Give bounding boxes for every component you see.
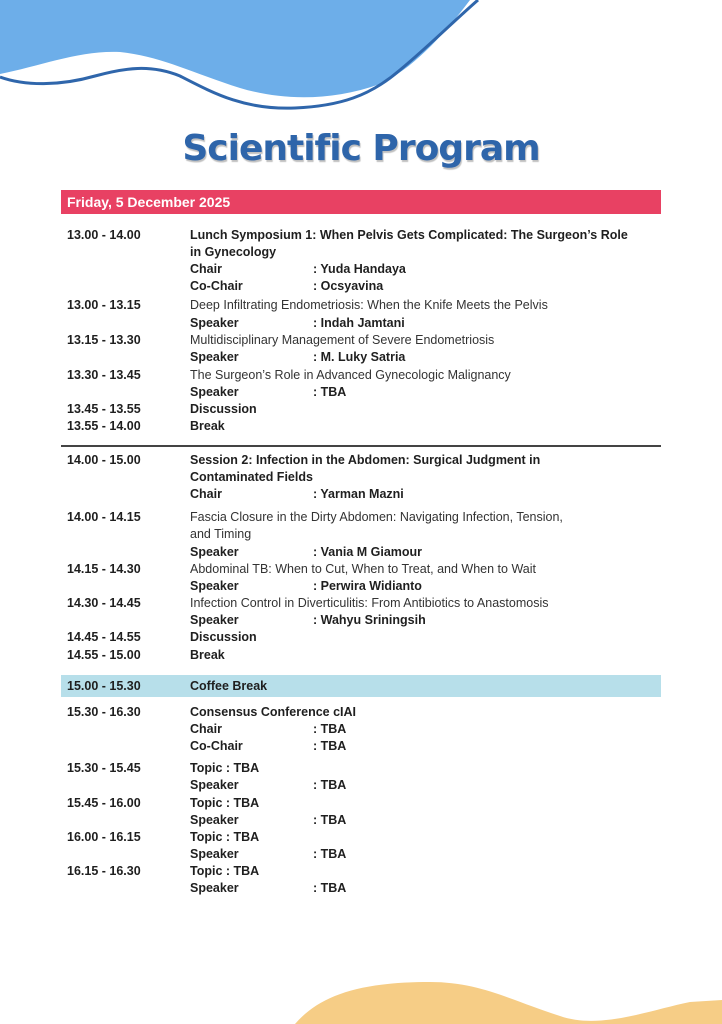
talk-title-cont: and Timing: [190, 527, 252, 541]
break-time: 13.55 - 14.00: [67, 419, 141, 433]
talk-title: Abdominal TB: When to Cut, When to Treat, and When to Wait: [190, 562, 536, 576]
cochair-name: : TBA: [313, 739, 347, 753]
coffee-break-bar: [61, 675, 661, 697]
topic-time: 15.45 - 16.00: [67, 796, 141, 810]
session-3-time: 15.30 - 16.30: [67, 705, 141, 719]
chair-label: Chair: [190, 262, 222, 276]
break-label: Break: [190, 648, 225, 662]
talk-time: 13.00 - 13.15: [67, 298, 141, 312]
speaker-name: : Perwira Widianto: [313, 579, 422, 593]
day-header: Friday, 5 December 2025: [61, 190, 661, 214]
discussion-time: 14.45 - 14.55: [67, 630, 141, 644]
top-wave-decoration: [0, 0, 722, 120]
session-2-time: 14.00 - 15.00: [67, 453, 141, 467]
speaker-name: : TBA: [313, 385, 347, 399]
coffee-time: 15.00 - 15.30: [67, 679, 141, 693]
page-title: Scientific Program: [182, 128, 540, 169]
section-divider: [61, 445, 661, 447]
chair-name: : Yuda Handaya: [313, 262, 406, 276]
session-2-title-cont: Contaminated Fields: [190, 470, 313, 484]
talk-time: 13.15 - 13.30: [67, 333, 141, 347]
session-1-time: 13.00 - 14.00: [67, 228, 141, 242]
discussion-label: Discussion: [190, 630, 257, 644]
discussion-label: Discussion: [190, 402, 257, 416]
speaker-label: Speaker: [190, 778, 239, 792]
session-2-title: Session 2: Infection in the Abdomen: Surgical Judgment in: [190, 453, 541, 467]
chair-name: : TBA: [313, 722, 347, 736]
talk-time: 14.00 - 14.15: [67, 510, 141, 524]
session-1-title: Lunch Symposium 1: When Pelvis Gets Complicated: The Surgeon’s Role: [190, 228, 628, 242]
session-1-title-cont: in Gynecology: [190, 245, 277, 259]
topic-time: 16.00 - 16.15: [67, 830, 141, 844]
bottom-wave-decoration: [0, 940, 722, 1024]
topic-label: Topic : TBA: [190, 761, 260, 775]
chair-label: Chair: [190, 722, 222, 736]
speaker-name: : Indah Jamtani: [313, 316, 405, 330]
topic-time: 16.15 - 16.30: [67, 864, 141, 878]
talk-time: 13.30 - 13.45: [67, 368, 141, 382]
speaker-label: Speaker: [190, 813, 239, 827]
talk-time: 14.30 - 14.45: [67, 596, 141, 610]
speaker-name: : TBA: [313, 847, 347, 861]
speaker-name: : M. Luky Satria: [313, 350, 406, 364]
talk-title: Fascia Closure in the Dirty Abdomen: Navigating Infection, Tension,: [190, 510, 563, 524]
speaker-name: : TBA: [313, 881, 347, 895]
cochair-label: Co-Chair: [190, 739, 243, 753]
speaker-name: : TBA: [313, 778, 347, 792]
session-3-title: Consensus Conference cIAI: [190, 705, 357, 719]
speaker-label: Speaker: [190, 613, 239, 627]
speaker-label: Speaker: [190, 881, 239, 895]
bottom-wave-fill: [295, 982, 722, 1024]
speaker-name: : Vania M Giamour: [313, 545, 423, 559]
topic-time: 15.30 - 15.45: [67, 761, 141, 775]
talk-title: The Surgeon’s Role in Advanced Gynecologic Malignancy: [190, 368, 511, 382]
topic-label: Topic : TBA: [190, 830, 260, 844]
talk-title: Deep Infiltrating Endometriosis: When the Knife Meets the Pelvis: [190, 298, 548, 312]
discussion-time: 13.45 - 13.55: [67, 402, 141, 416]
chair-label: Chair: [190, 487, 222, 501]
speaker-label: Speaker: [190, 545, 239, 559]
chair-name: : Yarman Mazni: [313, 487, 404, 501]
topic-label: Topic : TBA: [190, 864, 260, 878]
talk-title: Multidisciplinary Management of Severe Endometriosis: [190, 333, 495, 347]
speaker-label: Speaker: [190, 579, 239, 593]
cochair-name: : Ocsyavina: [313, 279, 384, 293]
speaker-label: Speaker: [190, 316, 239, 330]
talk-time: 14.15 - 14.30: [67, 562, 141, 576]
speaker-name: : Wahyu Sriningsih: [313, 613, 426, 627]
break-time: 14.55 - 15.00: [67, 648, 141, 662]
break-label: Break: [190, 419, 225, 433]
talk-title: Infection Control in Diverticulitis: From Antibiotics to Anastomosis: [190, 596, 549, 610]
topic-label: Topic : TBA: [190, 796, 260, 810]
speaker-label: Speaker: [190, 847, 239, 861]
cochair-label: Co-Chair: [190, 279, 243, 293]
speaker-label: Speaker: [190, 385, 239, 399]
speaker-name: : TBA: [313, 813, 347, 827]
coffee-label: Coffee Break: [190, 679, 268, 693]
speaker-label: Speaker: [190, 350, 239, 364]
